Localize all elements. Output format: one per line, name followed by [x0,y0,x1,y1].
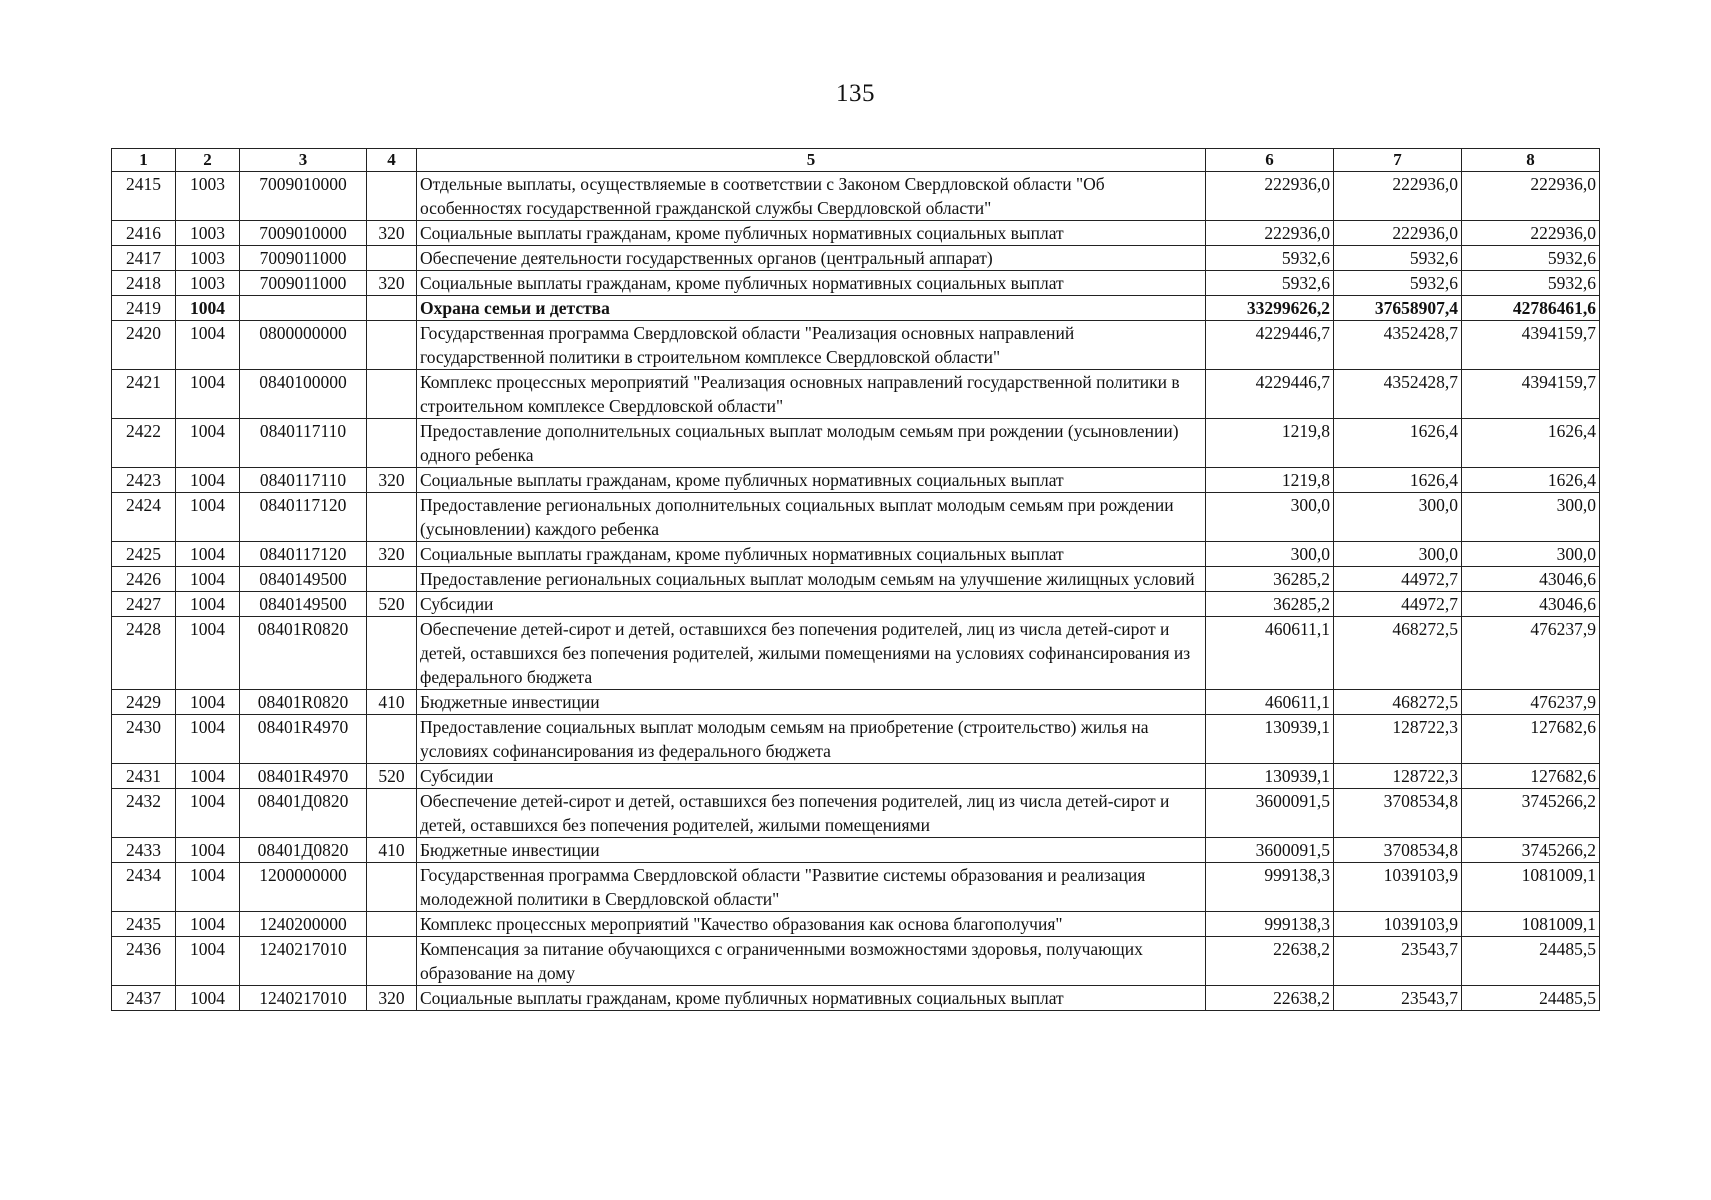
value-year3-cell: 127682,6 [1462,764,1600,789]
value-year3-cell: 4394159,7 [1462,321,1600,370]
value-year1-cell: 222936,0 [1206,221,1334,246]
target-code-cell: 0800000000 [240,321,367,370]
section-code-cell: 1004 [176,789,240,838]
section-code-cell: 1003 [176,271,240,296]
item-name-cell: Обеспечение детей-сирот и детей, оставшихся без попечения родителей, лиц из числа детей-сирот и детей, оставшихся без попечения родителей, жилыми помещениями [417,789,1206,838]
value-year2-cell: 128722,3 [1334,715,1462,764]
target-code-cell: 1200000000 [240,863,367,912]
expense-type-cell [367,419,417,468]
value-year2-cell: 5932,6 [1334,246,1462,271]
target-code-cell: 0840117110 [240,419,367,468]
value-year1-cell: 22638,2 [1206,986,1334,1011]
section-code-cell: 1003 [176,172,240,221]
col-header-3: 3 [240,149,367,172]
target-code-cell: 08401Д0820 [240,838,367,863]
value-year2-cell: 44972,7 [1334,592,1462,617]
row-number-cell: 2416 [112,221,176,246]
row-number-cell: 2431 [112,764,176,789]
value-year2-cell: 300,0 [1334,542,1462,567]
header-row [112,149,1600,172]
value-year1-cell: 33299626,2 [1206,296,1334,321]
section-code-cell: 1004 [176,937,240,986]
target-code-cell: 1240217010 [240,986,367,1011]
table-row [112,296,1600,321]
value-year1-cell: 36285,2 [1206,567,1334,592]
expense-type-cell [367,493,417,542]
value-year2-cell: 4352428,7 [1334,370,1462,419]
expense-type-cell: 520 [367,592,417,617]
row-number-cell: 2434 [112,863,176,912]
item-name-cell: Социальные выплаты гражданам, кроме публичных нормативных социальных выплат [417,271,1206,296]
value-year3-cell: 1081009,1 [1462,912,1600,937]
value-year3-cell: 476237,9 [1462,617,1600,690]
section-code-cell: 1004 [176,296,240,321]
value-year2-cell: 468272,5 [1334,617,1462,690]
target-code-cell: 1240217010 [240,937,367,986]
table-row [112,271,1600,296]
item-name-cell: Отдельные выплаты, осуществляемые в соответствии с Законом Свердловской области "Об особенностях государственной гражданской службы Свердловской области" [417,172,1206,221]
target-code-cell: 0840117120 [240,493,367,542]
value-year3-cell: 3745266,2 [1462,838,1600,863]
col-header-2: 2 [176,149,240,172]
item-name-cell: Бюджетные инвестиции [417,838,1206,863]
value-year2-cell: 222936,0 [1334,172,1462,221]
item-name-cell: Социальные выплаты гражданам, кроме публичных нормативных социальных выплат [417,468,1206,493]
value-year3-cell: 24485,5 [1462,986,1600,1011]
value-year1-cell: 460611,1 [1206,690,1334,715]
value-year2-cell: 222936,0 [1334,221,1462,246]
expense-type-cell: 320 [367,468,417,493]
item-name-cell: Обеспечение деятельности государственных органов (центральный аппарат) [417,246,1206,271]
target-code-cell: 08401Д0820 [240,789,367,838]
value-year3-cell: 42786461,6 [1462,296,1600,321]
row-number-cell: 2419 [112,296,176,321]
value-year2-cell: 3708534,8 [1334,789,1462,838]
section-code-cell: 1003 [176,221,240,246]
col-header-4: 4 [367,149,417,172]
expense-type-cell [367,617,417,690]
item-name-cell: Предоставление социальных выплат молодым семьям на приобретение (строительство) жилья на условиях софинансирования из федерального бюджета [417,715,1206,764]
expense-type-cell [367,789,417,838]
value-year3-cell: 1626,4 [1462,468,1600,493]
item-name-cell: Государственная программа Свердловской области "Развитие системы образования и реализация молодежной политики в Свердловской области" [417,863,1206,912]
table-row [112,863,1600,912]
section-code-cell: 1004 [176,715,240,764]
item-name-cell: Государственная программа Свердловской области "Реализация основных направлений государственной политики в строительном комплексе Свердловской области" [417,321,1206,370]
target-code-cell: 08401R0820 [240,690,367,715]
value-year1-cell: 460611,1 [1206,617,1334,690]
row-number-cell: 2427 [112,592,176,617]
row-number-cell: 2437 [112,986,176,1011]
value-year1-cell: 130939,1 [1206,715,1334,764]
item-name-cell: Обеспечение детей-сирот и детей, оставшихся без попечения родителей, лиц из числа детей-сирот и детей, оставшихся без попечения родителей, жилыми помещениями на условиях софинансирования из федерального бюджета [417,617,1206,690]
table-row [112,468,1600,493]
table-row [112,246,1600,271]
item-name-cell: Комплекс процессных мероприятий "Реализация основных направлений государственной политики в строительном комплексе Свердловской области" [417,370,1206,419]
value-year1-cell: 1219,8 [1206,468,1334,493]
expense-type-cell [367,715,417,764]
table-row [112,592,1600,617]
section-code-cell: 1004 [176,986,240,1011]
item-name-cell: Охрана семьи и детства [417,296,1206,321]
table-row [112,764,1600,789]
value-year1-cell: 22638,2 [1206,937,1334,986]
expense-type-cell [367,863,417,912]
expense-type-cell: 410 [367,690,417,715]
row-number-cell: 2432 [112,789,176,838]
target-code-cell: 1240200000 [240,912,367,937]
row-number-cell: 2420 [112,321,176,370]
target-code-cell: 08401R4970 [240,715,367,764]
table-row [112,542,1600,567]
value-year2-cell: 1039103,9 [1334,912,1462,937]
table-row [112,493,1600,542]
row-number-cell: 2435 [112,912,176,937]
table-row [112,912,1600,937]
budget-table [111,148,1600,1011]
target-code-cell: 0840117110 [240,468,367,493]
value-year1-cell: 222936,0 [1206,172,1334,221]
value-year3-cell: 4394159,7 [1462,370,1600,419]
value-year1-cell: 1219,8 [1206,419,1334,468]
value-year1-cell: 3600091,5 [1206,789,1334,838]
table-row [112,370,1600,419]
row-number-cell: 2424 [112,493,176,542]
item-name-cell: Предоставление дополнительных социальных выплат молодым семьям при рождении (усыновлении) одного ребенка [417,419,1206,468]
value-year2-cell: 23543,7 [1334,937,1462,986]
table-row [112,838,1600,863]
value-year3-cell: 3745266,2 [1462,789,1600,838]
row-number-cell: 2423 [112,468,176,493]
value-year3-cell: 1626,4 [1462,419,1600,468]
value-year1-cell: 5932,6 [1206,271,1334,296]
section-code-cell: 1004 [176,592,240,617]
section-code-cell: 1004 [176,321,240,370]
expense-type-cell [367,937,417,986]
value-year2-cell: 37658907,4 [1334,296,1462,321]
value-year1-cell: 130939,1 [1206,764,1334,789]
table-row [112,567,1600,592]
value-year3-cell: 24485,5 [1462,937,1600,986]
expense-type-cell [367,296,417,321]
section-code-cell: 1004 [176,690,240,715]
expense-type-cell [367,321,417,370]
target-code-cell: 7009011000 [240,271,367,296]
value-year3-cell: 222936,0 [1462,172,1600,221]
row-number-cell: 2429 [112,690,176,715]
item-name-cell: Социальные выплаты гражданам, кроме публичных нормативных социальных выплат [417,221,1206,246]
target-code-cell: 7009010000 [240,221,367,246]
value-year2-cell: 1626,4 [1334,468,1462,493]
value-year3-cell: 43046,6 [1462,567,1600,592]
item-name-cell: Компенсация за питание обучающихся с ограниченными возможностями здоровья, получающих образование на дому [417,937,1206,986]
row-number-cell: 2421 [112,370,176,419]
table-row [112,690,1600,715]
value-year1-cell: 300,0 [1206,542,1334,567]
row-number-cell: 2436 [112,937,176,986]
section-code-cell: 1004 [176,370,240,419]
table-row [112,172,1600,221]
expense-type-cell: 320 [367,542,417,567]
value-year3-cell: 5932,6 [1462,246,1600,271]
expense-type-cell: 320 [367,271,417,296]
value-year3-cell: 1081009,1 [1462,863,1600,912]
expense-type-cell [367,172,417,221]
col-header-8: 8 [1462,149,1600,172]
table-row [112,789,1600,838]
expense-type-cell [367,912,417,937]
section-code-cell: 1004 [176,567,240,592]
value-year2-cell: 1626,4 [1334,419,1462,468]
table-row [112,221,1600,246]
table-header [112,149,1600,172]
expense-type-cell: 410 [367,838,417,863]
value-year2-cell: 23543,7 [1334,986,1462,1011]
value-year2-cell: 44972,7 [1334,567,1462,592]
value-year1-cell: 4229446,7 [1206,321,1334,370]
value-year2-cell: 3708534,8 [1334,838,1462,863]
section-code-cell: 1004 [176,468,240,493]
target-code-cell: 7009010000 [240,172,367,221]
table-row [112,419,1600,468]
value-year1-cell: 300,0 [1206,493,1334,542]
expense-type-cell [367,370,417,419]
row-number-cell: 2428 [112,617,176,690]
target-code-cell: 08401R4970 [240,764,367,789]
value-year3-cell: 300,0 [1462,542,1600,567]
value-year3-cell: 127682,6 [1462,715,1600,764]
item-name-cell: Предоставление региональных социальных выплат молодым семьям на улучшение жилищных условий [417,567,1206,592]
row-number-cell: 2425 [112,542,176,567]
section-code-cell: 1004 [176,912,240,937]
value-year1-cell: 36285,2 [1206,592,1334,617]
item-name-cell: Субсидии [417,592,1206,617]
value-year3-cell: 5932,6 [1462,271,1600,296]
expense-type-cell [367,567,417,592]
target-code-cell: 0840117120 [240,542,367,567]
section-code-cell: 1004 [176,419,240,468]
value-year2-cell: 300,0 [1334,493,1462,542]
section-code-cell: 1003 [176,246,240,271]
table-row [112,937,1600,986]
target-code-cell: 08401R0820 [240,617,367,690]
value-year2-cell: 1039103,9 [1334,863,1462,912]
table-row [112,321,1600,370]
item-name-cell: Бюджетные инвестиции [417,690,1206,715]
target-code-cell: 0840149500 [240,567,367,592]
section-code-cell: 1004 [176,863,240,912]
row-number-cell: 2422 [112,419,176,468]
value-year1-cell: 999138,3 [1206,912,1334,937]
row-number-cell: 2415 [112,172,176,221]
row-number-cell: 2426 [112,567,176,592]
value-year2-cell: 128722,3 [1334,764,1462,789]
value-year2-cell: 5932,6 [1334,271,1462,296]
value-year1-cell: 4229446,7 [1206,370,1334,419]
item-name-cell: Субсидии [417,764,1206,789]
target-code-cell [240,296,367,321]
expense-type-cell: 320 [367,221,417,246]
item-name-cell: Комплекс процессных мероприятий "Качество образования как основа благополучия" [417,912,1206,937]
row-number-cell: 2430 [112,715,176,764]
value-year1-cell: 5932,6 [1206,246,1334,271]
value-year3-cell: 300,0 [1462,493,1600,542]
section-code-cell: 1004 [176,617,240,690]
col-header-1: 1 [112,149,176,172]
value-year3-cell: 476237,9 [1462,690,1600,715]
section-code-cell: 1004 [176,493,240,542]
expense-type-cell: 520 [367,764,417,789]
target-code-cell: 0840149500 [240,592,367,617]
target-code-cell: 0840100000 [240,370,367,419]
value-year1-cell: 999138,3 [1206,863,1334,912]
expense-type-cell [367,246,417,271]
table-body [112,172,1600,1011]
row-number-cell: 2418 [112,271,176,296]
target-code-cell: 7009011000 [240,246,367,271]
col-header-7: 7 [1334,149,1462,172]
table-row [112,986,1600,1011]
value-year2-cell: 4352428,7 [1334,321,1462,370]
value-year2-cell: 468272,5 [1334,690,1462,715]
value-year3-cell: 222936,0 [1462,221,1600,246]
table-row [112,715,1600,764]
section-code-cell: 1004 [176,542,240,567]
table-row [112,617,1600,690]
expense-type-cell: 320 [367,986,417,1011]
section-code-cell: 1004 [176,838,240,863]
col-header-6: 6 [1206,149,1334,172]
value-year1-cell: 3600091,5 [1206,838,1334,863]
section-code-cell: 1004 [176,764,240,789]
item-name-cell: Социальные выплаты гражданам, кроме публичных нормативных социальных выплат [417,542,1206,567]
page-number: 135 [836,80,875,107]
row-number-cell: 2417 [112,246,176,271]
col-header-5: 5 [417,149,1206,172]
value-year3-cell: 43046,6 [1462,592,1600,617]
row-number-cell: 2433 [112,838,176,863]
item-name-cell: Социальные выплаты гражданам, кроме публичных нормативных социальных выплат [417,986,1206,1011]
item-name-cell: Предоставление региональных дополнительных социальных выплат молодым семьям при рождении (усыновлении) каждого ребенка [417,493,1206,542]
